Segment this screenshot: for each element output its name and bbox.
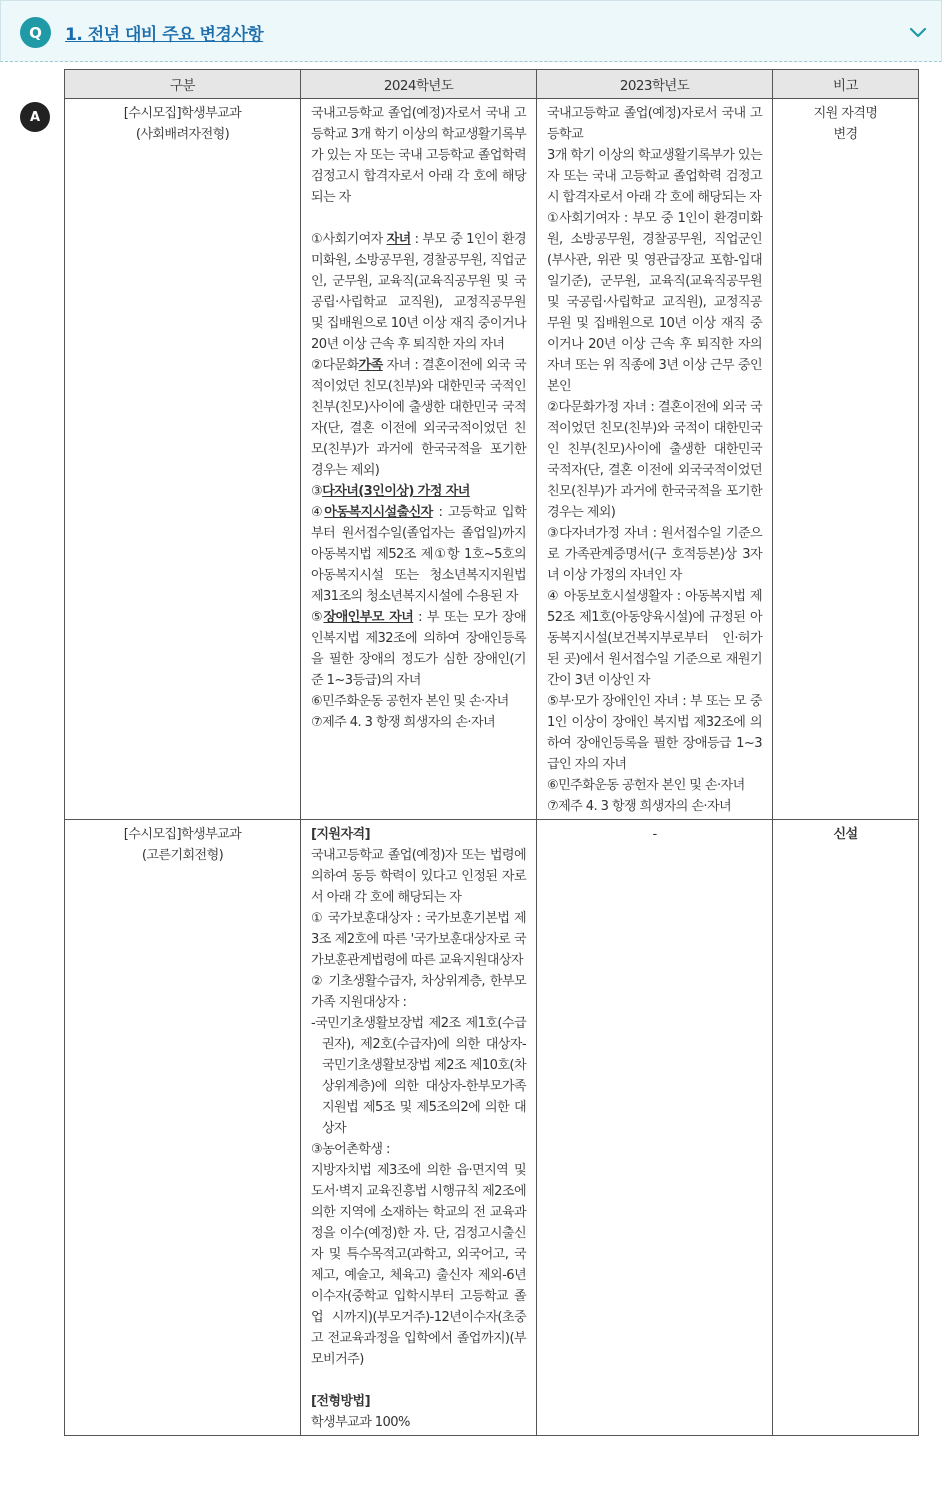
eligibility-item: ⑥민주화운동 공헌자 본인 및 손·자녀 — [547, 778, 745, 793]
note-text: 변경 — [833, 127, 858, 142]
section-heading: [지원자격] — [311, 827, 370, 842]
eligibility-item: ①사회기여자 자녀 : 부모 중 1인이 환경미화원, 소방공무원, 경찰공무원, 직업군인, 군무원, 교육직(교육직공무원 및 국공립·사립학교 교직원), 교정직공무원 및 집배원으로 10년 이상 재직 중이거나 20년 이상 근속 후 퇴직한 자의 자녀 — [311, 232, 526, 352]
note-cell — [773, 820, 919, 1436]
question-header[interactable] — [0, 0, 942, 62]
section-heading: [전형방법] — [311, 1394, 370, 1409]
eligibility-item: ② 기초생활수급자, 차상위계층, 한부모가족 지원대상자 : — [311, 974, 526, 1010]
note-cell — [773, 99, 919, 820]
eligibility-item: ⑤부·모가 장애인인 자녀 : 부 또는 모 중 1인 이상이 장애인 복지법 제32조에 의하여 장애인등록을 필한 장애등급 1~3급인 자의 자녀 — [547, 694, 762, 772]
category-line: [수시모집]학생부교과 — [123, 827, 242, 842]
content-2024-cell — [301, 820, 537, 1436]
changes-table — [64, 69, 919, 1436]
content-2023-cell — [537, 99, 773, 820]
eligibility-detail: 지방자치법 제3조에 의한 읍·면지역 및 도서·벽지 교육진흥법 시행규칙 제2조에 의한 지역에 소재하는 학교의 전 교육과정을 이수(예정)한 자. 단, 검정고시출신자 및 특수목적고(과학고, 외국어고, 국제고, 예술고, 체육고) 출신자 제외-6년이수자(중학교 입학시부터 고등학교 졸업 시까지)(부모거주)-12년이수자(초중고 전교육과정을 입학에서 졸업까지)(부모비거주) — [311, 1163, 526, 1367]
q-badge: Q — [20, 17, 51, 48]
content-2024-cell — [301, 99, 537, 820]
category-cell — [65, 820, 301, 1436]
col-header-note: 비고 — [773, 70, 919, 99]
selection-method: 학생부교과 100% — [311, 1415, 410, 1430]
eligibility-intro: 3개 학기 이상의 학교생활기록부가 있는 자 또는 국내 고등학교 졸업학력 검정고시 합격자로서 아래 각 호에 해당되는 자 — [547, 148, 762, 205]
eligibility-item: ③농어촌학생 : — [311, 1142, 390, 1157]
eligibility-item: ①사회기여자 : 부모 중 1인이 환경미화원, 소방공무원, 경찰공무원, 직업군인(부사관, 위관 및 영관급장교 포함-입대일기준), 군무원, 교육직(교육직공무원 및 국공립·사립학교 교직원), 교정직공무원 및 집배원으로 10년 이상 재직 중이거나 20년 이상 근속 후 퇴직한 자의 자녀 또는 위 직종에 3년 이상 근무 중인 본인 — [547, 211, 762, 394]
a-badge: A — [20, 102, 50, 132]
col-header-category: 구분 — [65, 70, 301, 99]
table-row — [65, 820, 919, 1436]
eligibility-intro: 국내고등학교 졸업(예정)자로서 국내 고등학교 3개 학기 이상의 학교생활기록부가 있는 자 또는 국내 고등학교 졸업학력 검정고시 합격자로서 아래 각 호에 해당되는 자 — [311, 106, 526, 205]
note-text: 지원 자격명 — [813, 106, 878, 121]
note-text: 신설 — [833, 827, 858, 842]
question-title[interactable]: 1. 전년 대비 주요 변경사항 — [65, 25, 264, 45]
eligibility-item: ③다자녀(3인이상) 가정 자녀 — [311, 484, 470, 499]
eligibility-intro: 국내고등학교 졸업(예정)자 또는 법령에 의하여 동등 학력이 있다고 인정된 자로서 아래 각 호에 해당되는 자 — [311, 848, 526, 905]
eligibility-item: ④ 아동보호시설생활자 : 아동복지법 제52조 제1호(아동양육시설)에 규정된 아동복지시설(보건복지부로부터 인·허가된 곳)에서 원서접수일 기준으로 재원기간이 3년 이상인 자 — [547, 589, 762, 688]
eligibility-item: ③다자녀가정 자녀 : 원서접수일 기준으로 가족관계증명서(구 호적등본)상 3자녀 이상 가정의 자녀인 자 — [547, 526, 762, 583]
col-header-2023: 2023학년도 — [537, 70, 773, 99]
category-subline: (고른기회전형) — [141, 848, 224, 863]
eligibility-item: ②다문화가정 자녀 : 결혼이전에 외국 국적이었던 친모(친부)와 국적이 대한민국인 친부(친모)사이에 출생한 대한민국 국적자(단, 결혼 이전에 외국국적이었던 친모(친부)가 과거에 한국국적을 포기한 경우는 제외) — [547, 400, 762, 520]
eligibility-item: ⑥민주화운동 공헌자 본인 및 손·자녀 — [311, 694, 509, 709]
category-line: [수시모집]학생부교과 — [123, 106, 242, 121]
category-subline: (사회배려자전형) — [135, 127, 230, 142]
eligibility-item: ⑦제주 4. 3 항쟁 희생자의 손·자녀 — [311, 715, 496, 730]
eligibility-item: ① 국가보훈대상자 : 국가보훈기본법 제3조 제2호에 따른 '국가보훈대상자로 국가보훈관계법령에 따른 교육지원대상자 — [311, 911, 526, 968]
eligibility-item: ⑦제주 4. 3 항쟁 희생자의 손·자녀 — [547, 799, 732, 814]
table-row — [65, 99, 919, 820]
col-header-2024: 2024학년도 — [301, 70, 537, 99]
eligibility-intro: 국내고등학교 졸업(예정)자로서 국내 고등학교 — [547, 106, 762, 142]
category-cell — [65, 99, 301, 820]
chevron-down-icon[interactable] — [907, 21, 929, 43]
eligibility-item: ②다문화가족 자녀 : 결혼이전에 외국 국적이었던 친모(친부)와 대한민국 국적인 친부(친모)사이에 출생한 대한민국 국적자(단, 결혼 이전에 외국국적이었던 친모(친부)가 과거에 한국국적을 포기한 경우는 제외) — [311, 358, 527, 478]
eligibility-item: ④아동복지시설출신자 : 고등학교 입학부터 원서접수일(졸업자는 졸업일)까지 아동복지법 제52조 제①항 1호~5호의 아동복지시설 또는 청소년복지지원법 제31조의 청소년복지시설에 수용된 자 — [311, 505, 526, 604]
empty-value: - — [652, 827, 657, 842]
table-header-row — [65, 70, 919, 99]
eligibility-subitem: -국민기초생활보장법 제2조 제1호(수급권자), 제2호(수급자)에 의한 대상자-국민기초생활보장법 제2조 제10호(차상위계층)에 의한 대상자-한부모가족지원법 제5조 및 제5조의2에 의한 대상자 — [311, 1016, 526, 1136]
eligibility-item: ⑤장애인부모 자녀 : 부 또는 모가 장애인복지법 제32조에 의하여 장애인등록을 필한 장애의 정도가 심한 장애인(기준 1~3등급)의 자녀 — [311, 610, 526, 688]
content-2023-cell — [537, 820, 773, 1436]
